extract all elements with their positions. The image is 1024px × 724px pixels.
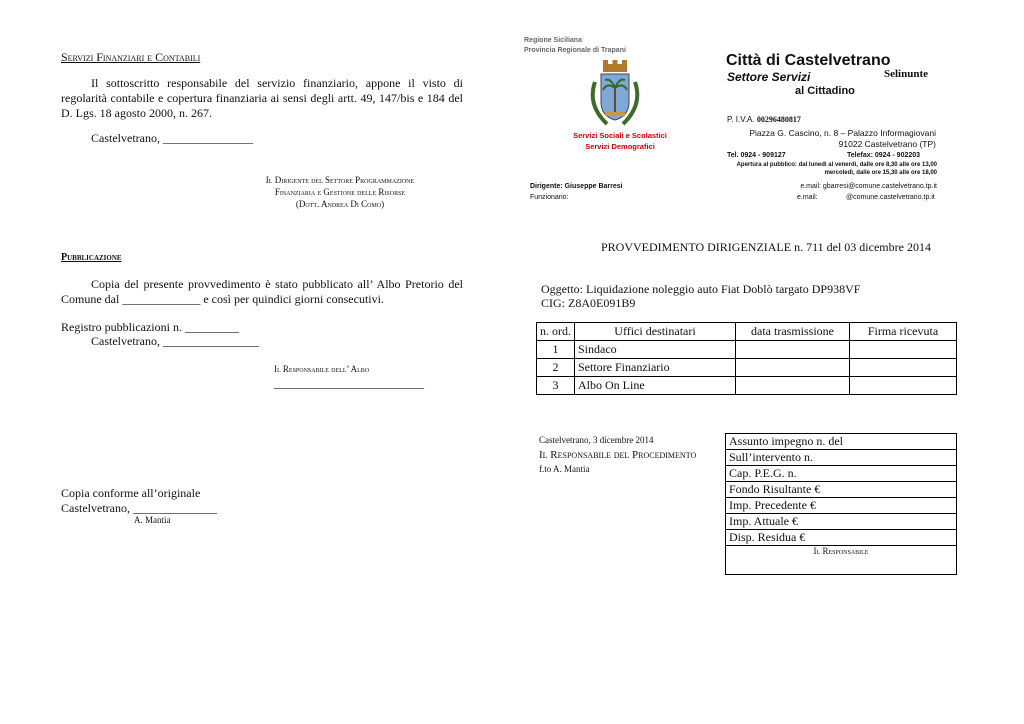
cig: CIG: Z8A0E091B9 xyxy=(541,296,636,310)
header-uffici: Uffici destinatari xyxy=(575,323,736,341)
impegno-row xyxy=(726,434,957,450)
header-data: data trasmissione xyxy=(736,323,850,341)
address-line-2: 91022 Castelvetrano (TP) xyxy=(838,139,936,149)
uffici-table xyxy=(536,322,957,395)
impegno-row xyxy=(726,466,957,482)
services-block xyxy=(560,130,680,152)
telefax: Telefax: 0924 - 902203 xyxy=(847,152,921,159)
row-data xyxy=(736,377,850,395)
row-data xyxy=(736,341,850,359)
impegno-cell: Assunto impegno n. del xyxy=(726,434,957,450)
impegno-row xyxy=(726,530,957,546)
uffici-table-header xyxy=(537,323,957,341)
copia-conforme: Copia conforme all’originale xyxy=(61,486,201,500)
funzionario-label: Funzionario: xyxy=(530,194,569,201)
registro-pubblicazioni: Registro pubblicazioni n. _________ xyxy=(61,320,239,334)
row-firma xyxy=(850,359,957,377)
impegno-cell: Cap. P.E.G. n. xyxy=(726,466,957,482)
dirigente-signature-block xyxy=(220,174,460,210)
header-n-ord: n. ord. xyxy=(537,323,575,341)
settore-line-1: Settore Servizi xyxy=(727,70,811,84)
place-date-3: Castelvetrano, ______________ xyxy=(61,501,217,515)
impegno-row xyxy=(726,450,957,466)
row-n: 3 xyxy=(537,377,575,395)
region-name: Regione Siciliana xyxy=(524,37,582,44)
pubblicazione-paragraph: Copia del presente provvedimento è stato pubblicato all’ Albo Pretorio del Comune dal _____________ e così per quindici giorni consecutivi. xyxy=(61,277,463,306)
piva-value: 00296480817 xyxy=(756,115,801,124)
hours-line-1: Apertura al pubblico: dal lunedì al venerdì, dalle ore 8,30 alle ore 13,00 xyxy=(736,162,937,168)
impegno-row xyxy=(726,498,957,514)
impegno-table xyxy=(725,433,957,575)
services-line-2: Servizi Demografici xyxy=(585,142,655,151)
row-firma xyxy=(850,341,957,359)
header-firma: Firma ricevuta xyxy=(850,323,957,341)
address-line-1: Piazza G. Cascino, n. 8 – Palazzo Informagiovani xyxy=(749,128,936,138)
table-row xyxy=(537,341,957,359)
impegno-cell: Imp. Attuale € xyxy=(726,514,957,530)
impegno-responsabile: Il Responsabile xyxy=(726,546,957,575)
row-n: 1 xyxy=(537,341,575,359)
impegno-row xyxy=(726,514,957,530)
piva xyxy=(727,115,801,124)
email-2-label: e.mail: xyxy=(797,194,818,201)
email-1[interactable]: e.mail: gbarresi@comune.castelvetrano.tp.it xyxy=(800,183,937,190)
servizi-paragraph: Il sottoscritto responsabile del servizio finanziario, appone il visto di regolarità contabile e copertura finanziaria ai sensi degli artt. 49, 147/bis e 184 del D. Lgs. 18 agosto 2000, n. 267. xyxy=(61,76,463,120)
place-date-2: Castelvetrano, ________________ xyxy=(91,334,259,348)
place-date-1: Castelvetrano, _______________ xyxy=(91,131,253,145)
impegno-row xyxy=(726,546,957,575)
dirigente-line-2: Finanziaria e Gestione delle Risorse xyxy=(274,187,406,197)
impegno-cell: Fondo Risultante € xyxy=(726,482,957,498)
row-data xyxy=(736,359,850,377)
dirigente-line-1: Il Dirigente del Settore Programmazione xyxy=(265,175,415,185)
responsabile-albo-signature-line: _________________________ xyxy=(274,376,424,390)
telephone: Tel. 0924 - 909127 xyxy=(727,152,786,159)
selinunte-label: Selinunte xyxy=(884,68,929,80)
province-name: Provincia Regionale di Trapani xyxy=(524,47,626,54)
pubblicazione-heading: Pubblicazione xyxy=(61,252,122,263)
row-ufficio: Albo On Line xyxy=(575,377,736,395)
opening-hours xyxy=(700,161,937,177)
table-row xyxy=(537,377,957,395)
provvedimento-title: PROVVEDIMENTO DIRIGENZIALE n. 711 del 03 dicembre 2014 xyxy=(601,240,931,254)
region-block xyxy=(524,36,626,56)
fto-signer: f.to A. Mantia xyxy=(539,464,590,474)
services-line-1: Servizi Sociali e Scolastici xyxy=(573,131,667,140)
servizi-finanziari-heading: Servizi Finanziari e Contabili xyxy=(61,50,201,64)
responsabile-procedimento: Il Responsabile del Procedimento xyxy=(539,449,697,461)
settore-line-2: al Cittadino xyxy=(795,85,855,97)
dirigente-name: Dirigente: Giuseppe Barresi xyxy=(530,183,623,190)
coat-of-arms-icon xyxy=(585,60,645,130)
oggetto: Oggetto: Liquidazione noleggio auto Fiat Doblò targato DP938VF xyxy=(541,282,861,296)
responsabile-albo: Il Responsabile dell’ Albo xyxy=(274,364,370,374)
dirigente-line-3: (Dott. Andrea Di Como) xyxy=(295,199,385,209)
piva-label: P. I.V.A. xyxy=(727,115,755,124)
hours-line-2: mercoledì, dalle ore 15,30 alle ore 18,00 xyxy=(824,170,937,176)
impegno-cell: Disp. Residua € xyxy=(726,530,957,546)
row-ufficio: Settore Finanziario xyxy=(575,359,736,377)
email-2[interactable]: @comune.castelvetrano.tp.it xyxy=(846,194,935,201)
impegno-cell: Sull’intervento n. xyxy=(726,450,957,466)
impegno-cell: Imp. Precedente € xyxy=(726,498,957,514)
table-row xyxy=(537,359,957,377)
row-n: 2 xyxy=(537,359,575,377)
row-ufficio: Sindaco xyxy=(575,341,736,359)
impegno-row xyxy=(726,482,957,498)
row-firma xyxy=(850,377,957,395)
address-block xyxy=(740,128,936,150)
signer-name: A. Mantia xyxy=(134,515,171,525)
bottom-date: Castelvetrano, 3 dicembre 2014 xyxy=(539,435,654,445)
city-title: Città di Castelvetrano xyxy=(726,52,891,69)
